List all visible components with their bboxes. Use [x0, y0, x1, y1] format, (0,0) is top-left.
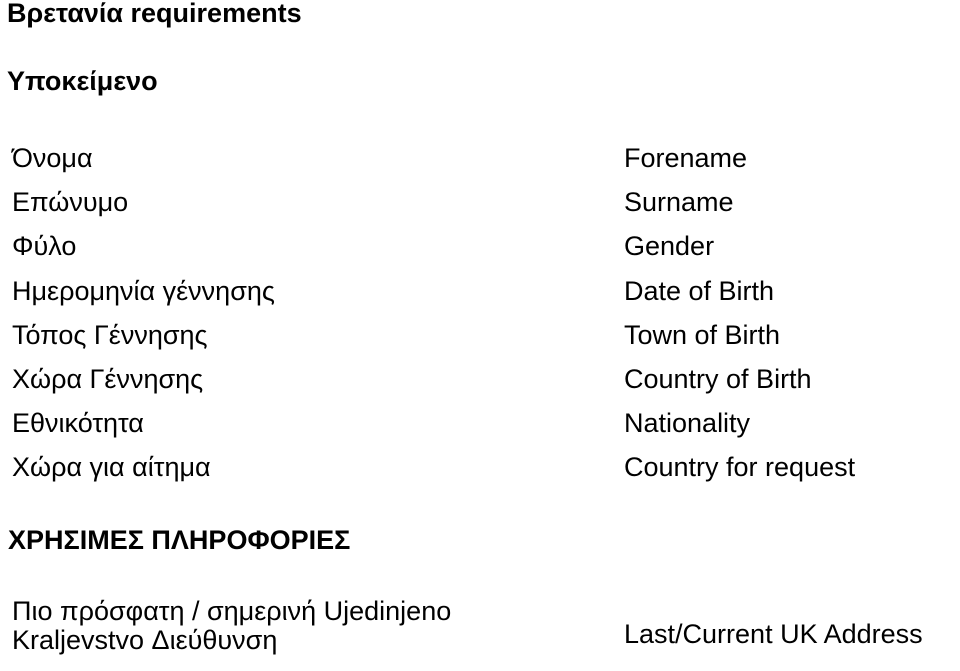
field-label-greek: Τόπος Γέννησης — [12, 319, 208, 350]
address-label-greek: Πιο πρόσφατη / σημερινή Ujedinjeno Kraljevstvo Διεύθυνση — [12, 596, 452, 655]
field-label-greek: Ημερομηνία γέννησης — [12, 275, 275, 306]
list-item — [0, 184, 960, 228]
field-label-english: Gender — [624, 231, 715, 262]
field-label-english: Town of Birth — [624, 319, 781, 350]
field-label-english: Nationality — [624, 408, 751, 439]
field-list — [0, 140, 960, 494]
list-item — [0, 273, 960, 317]
page-title: Βρετανία requirements — [7, 0, 302, 28]
field-label-greek: Εθνικότητα — [12, 408, 144, 439]
field-label-greek: Χώρα Γέννησης — [12, 363, 204, 394]
list-item — [0, 228, 960, 272]
field-label-greek: Όνομα — [12, 143, 93, 173]
address-label-english: Last/Current UK Address — [624, 619, 923, 649]
field-label-greek: Φύλο — [12, 231, 77, 262]
field-label-english: Country for request — [624, 452, 856, 483]
field-label-english: Date of Birth — [624, 275, 775, 306]
list-item — [0, 449, 960, 493]
field-label-english: Surname — [624, 187, 734, 218]
field-label-greek: Χώρα για αίτημα — [12, 452, 211, 483]
subject-heading: Υποκείμενο — [7, 66, 158, 96]
useful-info-heading: ΧΡΗΣΙΜΕΣ ΠΛΗΡΟΦΟΡΙΕΣ — [8, 525, 351, 555]
list-item — [0, 317, 960, 361]
field-label-english: Forename — [624, 143, 748, 173]
list-item — [0, 140, 960, 184]
field-label-greek: Επώνυμο — [12, 187, 129, 218]
list-item — [0, 405, 960, 449]
list-item — [0, 361, 960, 405]
field-label-english: Country of Birth — [624, 363, 812, 394]
